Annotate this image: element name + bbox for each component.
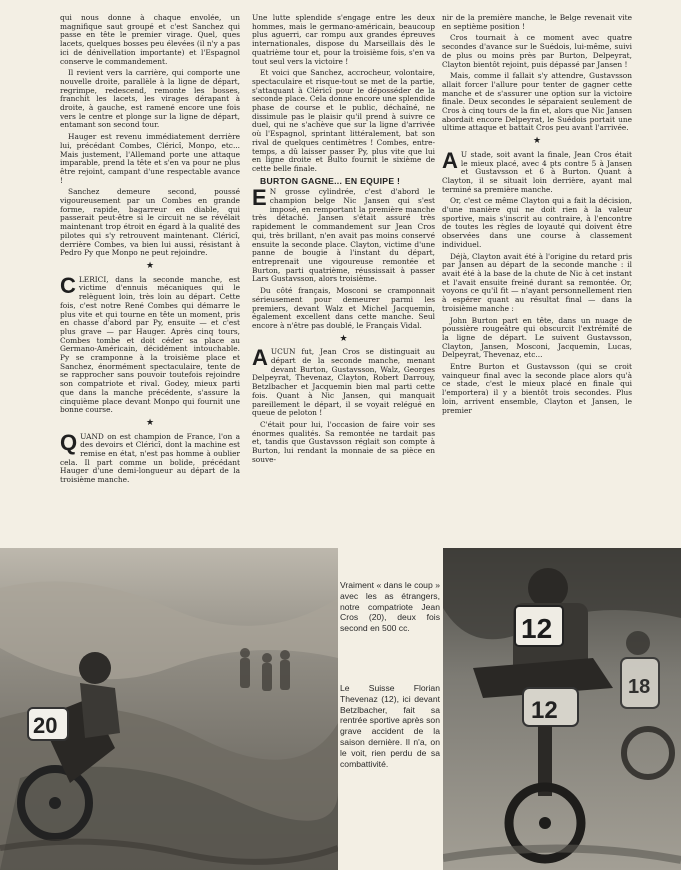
section-star: ★: [145, 417, 155, 428]
text-column-3: [442, 14, 632, 474]
paragraph: John Burton part en tête, dans un nuage de poussière rougeâtre qui obscurcit l'extrémité de la ligne de départ. Le suivent Gustavsson, Clayton, Jansen, Mosconi, Jacquemin, Lucas, Delpeyrat, Thevenaz, etc...: [442, 315, 632, 360]
photo-caption-jean-cros: Vraiment « dans le coup » avec les as étrangers, notre compatriote Jean Cros (20), deux fois second en 500 cc.: [340, 580, 440, 634]
svg-text:12: 12: [521, 613, 553, 644]
drop-cap: A: [442, 147, 458, 173]
photo-caption-thevenaz: Le Suisse Florian Thevenaz (12), ici devant Betzlbacher, fait sa rentrée sportive après son grave accident de la saison dernière. Il n'a, on le voit, rien perdu de sa combattivité.: [340, 683, 440, 769]
paragraph: Sanchez demeure second, poussé vigoureusement par un Combes en grande forme, rapide, bagarreur en diable, qui passerait peut-être si le circuit ne se révélait maintenant trop étroit en égard à la qualité des pilotes qui s'y retrouvent maintenant. Cléricî, derrière Combes, va bien lui aussi, résistant à Pedro Py que Monpo ne peut rejoindre.: [60, 187, 240, 258]
paragraph-text: U stade, soit avant la finale, Jean Cros était le mieux placé, avec 4 pts contre 5 à Jansen et Gustavsson et 6 à Burton. Quant à Clayton, il se situait loin derrière, ayant mal terminé sa première manche.: [442, 149, 632, 194]
paragraph: Or, c'est ce même Clayton qui a fait la décision, d'une manière qui ne doit rien à la valeur sportive, mais s'inscrit au contraire, à l'encontre de toutes les règles de loyauté qui doivent être observées dans une course à classement individuel.: [442, 196, 632, 249]
section-star: ★: [339, 333, 348, 344]
photo-motocross-rider-20: [0, 548, 338, 870]
text-column-2: [252, 14, 435, 534]
svg-text:12: 12: [531, 697, 558, 724]
paragraph: Entre Burton et Gustavsson (qui se croit vainqueur final avec la seconde place alors qu'à ce stade, c'est le mieux placé en finale qui l'emportera) il y a bientôt trois secondes. Plus loin, arrivent ensemble, Clayton et Jansen, le premier: [442, 362, 632, 415]
paragraph: C'était pour lui, l'occasion de faire voir ses énormes qualités. Sa remontée ne tardait pas et, tandis que Gustavsson réglait son compte à Burton, lui rendant la monnaie de sa pièce en souve-: [252, 419, 435, 464]
photo-image: [0, 548, 338, 870]
paragraph: nir de la première manche, le Belge revenait vite en septième position !: [442, 14, 632, 31]
drop-cap: Q: [60, 429, 78, 455]
photo-motocross-rider-12: [443, 548, 681, 870]
photo-image: [443, 548, 681, 870]
paragraph-text: UAND on est champion de France, l'on a des devoirs et Cléricî, dont la machine est remise en état, n'est pas homme à oublier cela. Il part comme un bolide, précédant Hauger d'une demi-longueur au départ de la troisième manche.: [60, 431, 240, 485]
paragraph-text: LERICI, dans la seconde manche, est victime d'ennuis mécaniques qui le relèguent loin, très loin au départ. Cette fois, c'est notre René Combes qui démarre le plus vite et qui tourne en tête un moment, pris en chasse d'abord par Py, ensuite — et c'est plus grave — par Hauger. Après cinq tours, Combes tombe et doit céder sa place au Germano-Américain, décidément intouchable. Py se cramponne à la troisième place et Sanchez, énormément spectaculaire, tente de se rapprocher sans pouvoir toutefois rejoindre son compatriote et rival. Godey, mieux parti que dans la manche précédente, s'assure la cinquième place devant Monpo qui fournit une bonne course.: [60, 274, 240, 415]
paragraph: Mais, comme il fallait s'y attendre, Gustavsson allait forcer l'allure pour tenter de gagner cette manche et de s'assurer une option sur la victoire finale. Deux secondes le séparaient seulement de Cros à cinq tours de la fin et, alors que Nic Jansen abordait encore Delpeyrat, le Suédois portait une ultime attaque et battait Cros peu avant l'arrivée.: [442, 71, 632, 133]
paragraph: Il revient vers la carrière, qui comporte une nouvelle droite, parallèle à la ligne de départ, regrimpe, redescend, remonte les bosses, franchit les lacets, les virages dérapant à droite, à gauche, est ramené encore une fois vers le centre et plonge sur la ligne de départ, entamant son second tour.: [60, 68, 240, 130]
paragraph: Du côté français, Mosconi se cramponnait sérieusement pour demeurer parmi les premiers, devant Walz et Michel Jacquemin, également excellent dans cette manche. Seul encore à n'être pas doublé, le Français Vidal.: [252, 286, 435, 330]
paragraph: Une lutte splendide s'engage entre les deux hommes, mais le germano-américain, beaucoup plus aguerri, car rompu aux grandes épreuves internationales, dispose du Marseillais dès le quatrième tour et, pour la troisième fois, s'en va tout seul vers la victoire !: [252, 14, 435, 66]
drop-cap: C: [60, 272, 76, 298]
drop-cap: A: [252, 345, 268, 371]
text-column-1: [60, 14, 240, 534]
paragraph-text: UCUN fut, Jean Cros se distinguait au départ de la seconde manche, menant devant Burton, Gustavsson, Walz, Georges Delpeyrat, Thevenaz, Clayton, Robert Darrouy, Betzlbacher et Jacquemin bien mal parti cette fois. Quant à Nic Jansen, qui manquait pareillement le départ, il se voyait relégué en queue de peloton !: [252, 347, 435, 418]
drop-cap: E: [252, 185, 267, 211]
paragraph: Hauger est revenu immédiatement derrière lui, précédant Combes, Cléricî, Monpo, etc... Mais justement, l'Allemand porte une attaque imparable, prend la tête et s'en va pour ne plus être rejoint, campant d'une respectable avance !: [60, 132, 240, 185]
paragraph: [442, 147, 632, 195]
paragraph: Et voici que Sanchez, accrocheur, volontaire, spectaculaire et risque-tout se met de la partie, s'attaquant à Cléricî pour le déposséder de la seconde place. Cela donne encore une splendide phase de course et le public, déchaîné, ne dissimule pas le plaisir qu'il prend à suivre ce duel, qui ne s'achève que sur la ligne d'arrivée où l'Espagnol, sprintant littéralement, bat son rival de quelques centimètres ! Combes, entre-temps, a dû laisser passer Py, plus vite que lui en ligne droite et Bulto fournit le sixième de cette belle finale.: [252, 68, 435, 173]
paragraph: Cros tournait à ce moment avec quatre secondes d'avance sur le Suédois, lui-même, suivi de plus ou moins près par Burton, Delpeyrat, Clayton bientôt rejoint, puis dépassé par Jansen !: [442, 33, 632, 69]
svg-text:20: 20: [33, 713, 58, 738]
paragraph: Déjà, Clayton avait été à l'origine du retard pris par Jansen au départ de la seconde manche : il avait été à la base de la chute de Nic à cet instant et l'avait ensuite freiné durant sa remontée. Or, voyons ce qu'il fit — n'ayant personnellement rien à espérer quant au résultat final — dans la troisième manche :: [442, 251, 632, 313]
paragraph: [60, 272, 240, 415]
paragraph: [252, 185, 435, 284]
paragraph: qui nous donne à chaque envolée, un magnifique saut groupé et c'est Sanchez qui passe en tête le premier virage. Quel, ques lacets, quelques bosses peu élevées (il n'y a pas ici de dénivellation importante) et l'Espagnol conserve le commandement.: [60, 14, 240, 66]
svg-text:18: 18: [628, 676, 651, 698]
section-star: ★: [145, 260, 155, 271]
paragraph: [252, 345, 435, 418]
section-star: ★: [532, 136, 542, 147]
paragraph: [60, 429, 240, 485]
paragraph-text: N grosse cylindrée, c'est d'abord le champion belge Nic Jansen qui s'est imposé, en remportant la première manche très détaché. Jansen s'était assuré très rapidement le commandement sur Jean Cros qui, très brillant, n'en avait pas moins conservé ensuite la seconde place. Clayton, victime d'une panne de bougie à l'instant du départ, entreprenait une vigoureuse remontée et Burton, parti quatrième, réussissait à passer Lars Gustavsson, alors troisième.: [252, 187, 435, 284]
section-headline: BURTON GAGNE... EN EQUIPE !: [260, 175, 401, 186]
